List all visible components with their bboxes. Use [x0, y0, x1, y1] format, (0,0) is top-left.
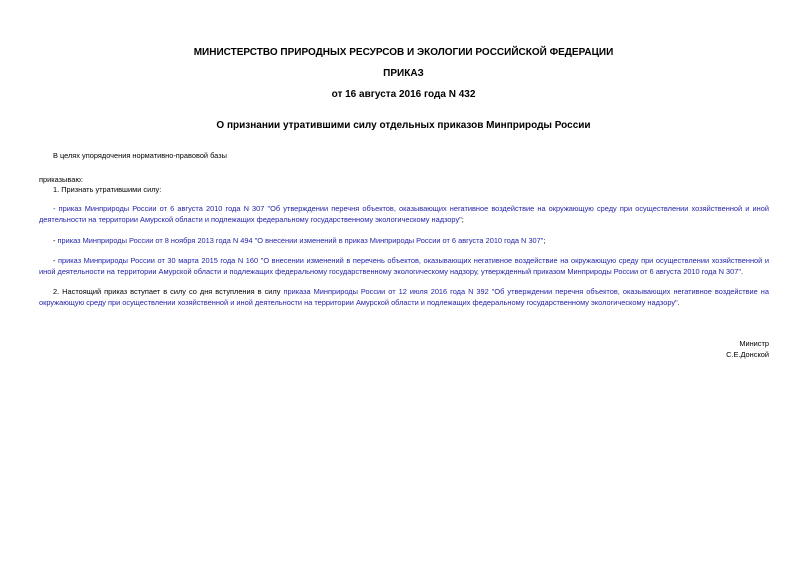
signature-position: Министр: [739, 339, 769, 348]
item-1a-tail: ;: [461, 215, 464, 224]
item-1a-dash: -: [53, 204, 59, 213]
item-1b-dash: -: [53, 236, 58, 245]
item-2-lead: 2. Настоящий приказ вступает в силу со дня вступления в силу: [53, 287, 284, 296]
item-2-paragraph: [39, 286, 769, 308]
item-2-link[interactable]: приказа Минприроды России от 12 июля 2016 года N 392 "Об утверждении перечня объектов, оказывающих негативное воздействие на окружающую среду при осуществлении хозяйственной и иной деятельности на территории Амурской области и подлежащих федеральному государственному экологическому надзору": [39, 287, 769, 307]
order-word: приказываю:: [39, 175, 83, 184]
doc-type-heading: ПРИКАЗ: [383, 68, 424, 79]
item-1b-tail: ;: [543, 236, 546, 245]
item-1b-link[interactable]: приказ Минприроды России от 8 ноября 2013 года N 494 "О внесении изменений в приказ Минприроды России от 6 августа 2010 года N 307": [57, 236, 544, 245]
item-1b-paragraph: [39, 235, 769, 246]
date-number-heading: от 16 августа 2016 года N 432: [331, 89, 476, 100]
item-2-tail: .: [677, 298, 680, 307]
item-1c-link[interactable]: приказ Минприроды России от 30 марта 2015 года N 160 "О внесении изменений в перечень объектов, оказывающих негативное воздействие на окружающую среду при осуществлении хозяйственной и иной деятельности на территории Амурской области и подлежащих федеральному государственному экологическому надзору, утвержденный приказом Минприроды России от 6 августа 2010 года N 307": [39, 256, 769, 276]
ministry-heading: МИНИСТЕРСТВО ПРИРОДНЫХ РЕСУРСОВ И ЭКОЛОГИИ РОССИЙСКОЙ ФЕДЕРАЦИИ: [193, 47, 614, 58]
item-1a-link[interactable]: приказ Минприроды России от 6 августа 2010 года N 307 "Об утверждении перечня объектов, оказывающих негативное воздействие на окружающую среду при осуществлении хозяйственной и иной деятельности на территории Амурской области и подлежащих федеральному государственному экологическому надзору": [39, 204, 769, 224]
signature-name: С.Е.Донской: [726, 350, 769, 359]
item-1c-dash: -: [53, 256, 59, 265]
item-1-title: 1. Признать утратившими силу:: [53, 185, 162, 194]
item-1a-paragraph: [39, 203, 769, 225]
item-1c-tail: .: [741, 267, 744, 276]
document-subject: О признании утратившими силу отдельных приказов Минприроды России: [216, 120, 591, 131]
preamble: В целях упорядочения нормативно-правовой базы: [53, 151, 227, 160]
item-1c-paragraph: [39, 255, 769, 277]
